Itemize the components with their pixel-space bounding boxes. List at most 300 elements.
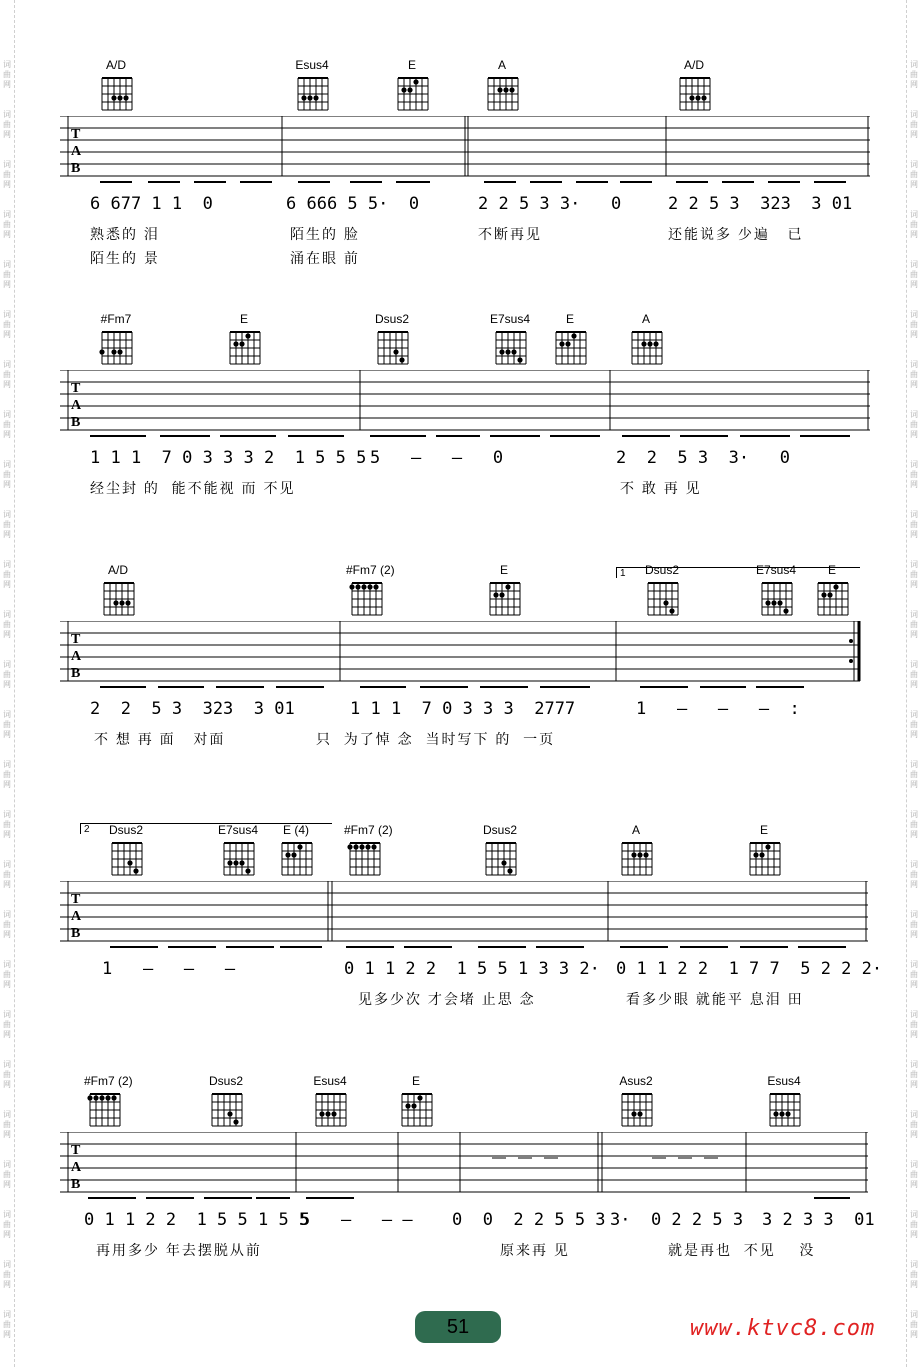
watermark-char: 曲	[3, 370, 11, 379]
chord-name: Dsus2	[374, 312, 409, 326]
watermark-char: 网	[3, 1280, 11, 1289]
watermark-char: 网	[3, 630, 11, 639]
chord-diagram	[764, 1074, 804, 1128]
watermark-char: 曲	[3, 870, 11, 879]
chord-name: E	[239, 312, 248, 326]
watermark-char: 词	[910, 610, 918, 619]
watermark-char: 词	[3, 810, 11, 819]
lyric-line: 就是再也 不见 没	[668, 1242, 816, 1258]
music-system-3	[60, 563, 870, 753]
watermark-char: 曲	[910, 170, 918, 179]
watermark-char: 曲	[910, 870, 918, 879]
watermark-char: 词	[3, 1260, 11, 1269]
watermark-char: 网	[3, 1230, 11, 1239]
watermark-char: 曲	[910, 470, 918, 479]
tab-clef: T A B	[71, 1143, 82, 1192]
chord-grid	[619, 837, 653, 877]
watermark-char: 曲	[910, 420, 918, 429]
chord-grid	[209, 1088, 243, 1128]
chord-name: A/D	[107, 563, 128, 577]
lyric-row	[60, 1240, 870, 1264]
chord-name: Esus4	[767, 1074, 801, 1088]
chord-row	[60, 563, 870, 621]
chord-diagram	[206, 1074, 246, 1128]
chord-row	[60, 58, 870, 116]
watermark-char: 词	[3, 1160, 11, 1169]
chord-name: Esus4	[313, 1074, 347, 1088]
watermark-char: 词	[910, 1260, 918, 1269]
chord-name: #Fm7	[100, 312, 132, 326]
watermark-char: 曲	[3, 570, 11, 579]
watermark-char: 网	[3, 80, 11, 89]
watermark-char: 曲	[910, 1070, 918, 1079]
chord-name: E7sus4	[490, 312, 531, 326]
lyric-line: 还能说多 少遍 已	[668, 226, 804, 242]
watermark-char: 曲	[910, 1220, 918, 1229]
watermark-char: 曲	[3, 1270, 11, 1279]
chord-grid	[279, 837, 313, 877]
chord-diagram	[812, 563, 852, 617]
lyric-row	[60, 478, 870, 502]
chord-diagram	[484, 563, 524, 617]
watermark-char: 曲	[3, 920, 11, 929]
numbered-notation-row	[60, 955, 883, 989]
chord-grid	[619, 1088, 653, 1128]
notation-measure: 5 — — —	[300, 1210, 413, 1230]
watermark-char: 词	[910, 660, 918, 669]
chord-name: Esus4	[295, 58, 329, 72]
chord-grid	[483, 837, 517, 877]
watermark-char: 网	[910, 1030, 918, 1039]
tab-clef: T A B	[71, 381, 82, 430]
chord-grid	[395, 72, 429, 112]
watermark-char: 词	[3, 1060, 11, 1069]
watermark-char: 曲	[3, 620, 11, 629]
chord-diagram	[642, 563, 682, 617]
watermark-char: 曲	[3, 1070, 11, 1079]
watermark-char: 网	[3, 530, 11, 539]
notation-measure: 2 2 5 3 323 3 01	[90, 699, 295, 719]
watermark-char: 词	[910, 560, 918, 569]
chord-diagram	[392, 58, 432, 112]
numbered-notation-row	[60, 444, 870, 478]
watermark-char: 曲	[3, 270, 11, 279]
chord-grid	[221, 837, 255, 877]
chord-name: E	[827, 563, 836, 577]
watermark-char: 曲	[3, 120, 11, 129]
watermark-char: 网	[910, 1130, 918, 1139]
watermark-char: 网	[3, 480, 11, 489]
notation-measure: 0 1 1 2 2 1 5 5 1 3 3 2·	[344, 959, 600, 979]
music-system-4	[60, 823, 883, 1013]
chord-grid	[629, 326, 663, 366]
lyric-line: 涌在眼 前	[290, 250, 360, 266]
watermark-char: 曲	[3, 970, 11, 979]
watermark-char: 曲	[910, 520, 918, 529]
chord-grid	[101, 577, 135, 617]
notation-measure: 3· 0 2 2 5 3	[610, 1210, 744, 1230]
chord-diagram	[490, 312, 530, 366]
watermark-char: 词	[3, 260, 11, 269]
watermark-char: 网	[910, 130, 918, 139]
chord-row	[60, 312, 870, 370]
watermark-char: 网	[3, 1080, 11, 1089]
chord-diagram	[96, 312, 136, 366]
watermark-char: 网	[910, 1230, 918, 1239]
watermark-char: 曲	[910, 270, 918, 279]
watermark-char: 网	[910, 230, 918, 239]
lyric-line: 陌生的 脸	[290, 226, 360, 242]
watermark-char: 网	[3, 130, 11, 139]
chord-name: #Fm7 (2)	[84, 1074, 133, 1088]
lyric-row	[60, 989, 870, 1013]
watermark-char: 词	[910, 410, 918, 419]
watermark-char: 曲	[910, 1120, 918, 1129]
chord-diagram	[224, 312, 264, 366]
chord-name: E	[499, 563, 508, 577]
chord-grid	[399, 1088, 433, 1128]
watermark-char: 网	[910, 780, 918, 789]
chord-diagram	[744, 823, 784, 877]
chord-diagram	[84, 1074, 133, 1128]
chord-diagram	[292, 58, 332, 112]
chord-name: #Fm7 (2)	[344, 823, 393, 837]
watermark-char: 网	[910, 380, 918, 389]
watermark-char: 曲	[3, 1120, 11, 1129]
watermark-char: 词	[910, 910, 918, 919]
watermark-char: 词	[3, 310, 11, 319]
watermark-char: 网	[3, 580, 11, 589]
chord-grid	[553, 326, 587, 366]
chord-grid	[295, 72, 329, 112]
watermark-char: 曲	[3, 420, 11, 429]
watermark-char: 网	[910, 80, 918, 89]
watermark-char: 网	[3, 930, 11, 939]
watermark-char: 词	[3, 510, 11, 519]
notation-measure: 1 1 1 7 0 3 3 3 2777	[350, 699, 576, 719]
chord-name: A/D	[105, 58, 126, 72]
watermark-char: 曲	[910, 970, 918, 979]
watermark-char: 网	[3, 330, 11, 339]
numbered-notation-row	[60, 190, 870, 224]
chord-row	[60, 823, 870, 881]
notation-measure: 1 1 1 7 0 3 3 3 2 1 5 5 5	[90, 448, 367, 468]
notation-measure: 2 2 5 3 3· 0	[478, 194, 622, 214]
watermark-char: 曲	[910, 370, 918, 379]
watermark-char: 曲	[910, 1020, 918, 1029]
notation-measure: 0 1 1 2 2 1 7 7 5 2 2 2·	[616, 959, 883, 979]
watermark-char: 网	[3, 980, 11, 989]
watermark-char: 词	[910, 360, 918, 369]
watermark-char: 词	[3, 660, 11, 669]
chord-grid	[485, 72, 519, 112]
watermark-char: 网	[3, 830, 11, 839]
chord-name: A	[497, 58, 506, 72]
watermark-char: 词	[3, 410, 11, 419]
chord-grid	[487, 577, 521, 617]
notation-measure: 2 2 5 3 3· 0	[616, 448, 790, 468]
chord-diagram	[616, 1074, 656, 1128]
watermark-char: 曲	[3, 670, 11, 679]
watermark-char: 曲	[910, 670, 918, 679]
chord-grid	[109, 837, 143, 877]
chord-name: #Fm7 (2)	[346, 563, 395, 577]
watermark-char: 网	[3, 880, 11, 889]
notation-measure: 6 666 5 5· 0	[286, 194, 420, 214]
watermark-char: 词	[3, 210, 11, 219]
tab-clef: T A B	[71, 127, 82, 176]
watermark-char: 词	[910, 160, 918, 169]
watermark-char: 曲	[910, 820, 918, 829]
watermark-char: 曲	[910, 120, 918, 129]
chord-diagram	[218, 823, 258, 877]
chord-diagram	[396, 1074, 436, 1128]
chord-name: E (4)	[282, 823, 309, 837]
watermark-char: 网	[910, 880, 918, 889]
watermark-char: 网	[910, 280, 918, 289]
watermark-char: 词	[910, 810, 918, 819]
watermark-char: 网	[910, 980, 918, 989]
chord-diagram	[276, 823, 316, 877]
chord-grid	[767, 1088, 801, 1128]
notation-measure: 6 677 1 1 0	[90, 194, 213, 214]
chord-diagram	[674, 58, 714, 112]
lyric-line: 陌生的 景	[90, 250, 160, 266]
watermark-char: 网	[3, 280, 11, 289]
watermark-char: 词	[910, 1160, 918, 1169]
watermark-char: 词	[3, 360, 11, 369]
chord-grid	[747, 837, 781, 877]
watermark-char: 词	[3, 1110, 11, 1119]
chord-name: Dsus2	[644, 563, 679, 577]
notation-measure: 1 — — —	[102, 959, 236, 979]
chord-diagram	[756, 563, 796, 617]
watermark-char: 网	[910, 930, 918, 939]
watermark-char: 网	[3, 680, 11, 689]
watermark-char: 曲	[3, 470, 11, 479]
watermark-char: 曲	[3, 220, 11, 229]
watermark-char: 词	[3, 560, 11, 569]
lyric-line: 熟悉的 泪	[90, 226, 160, 242]
watermark-char: 词	[3, 110, 11, 119]
watermark-char: 曲	[3, 70, 11, 79]
watermark-char: 词	[910, 460, 918, 469]
left-watermark-strip	[0, 0, 15, 1367]
chord-diagram	[346, 563, 395, 617]
watermark-char: 网	[910, 530, 918, 539]
chord-grid	[313, 1088, 347, 1128]
watermark-char: 网	[910, 1330, 918, 1339]
lyric-row	[60, 224, 870, 248]
watermark-char: 词	[3, 610, 11, 619]
watermark-char: 曲	[910, 320, 918, 329]
watermark-char: 网	[910, 1080, 918, 1089]
chord-name: Dsus2	[482, 823, 517, 837]
watermark-char: 网	[910, 830, 918, 839]
chord-row	[60, 1074, 870, 1132]
site-watermark-url: www.ktvc8.com	[690, 1316, 876, 1341]
chord-name: A	[631, 823, 640, 837]
lyric-line: 见多少次 才会堵 止思 念	[358, 991, 536, 1007]
volta-bracket-1: 1	[616, 567, 860, 578]
chord-name: E	[565, 312, 574, 326]
watermark-char: 词	[910, 760, 918, 769]
chord-grid	[645, 577, 679, 617]
watermark-char: 曲	[910, 220, 918, 229]
watermark-char: 曲	[910, 1270, 918, 1279]
watermark-char: 词	[3, 160, 11, 169]
lyric-line: 看多少眼 就能平 息泪 田	[626, 991, 804, 1007]
watermark-char: 词	[910, 960, 918, 969]
chord-grid	[347, 837, 381, 877]
chord-grid	[815, 577, 849, 617]
notation-measure: 2 2 5 3 323 3 01	[668, 194, 853, 214]
watermark-char: 网	[910, 480, 918, 489]
watermark-char: 词	[3, 710, 11, 719]
watermark-char: 词	[910, 1310, 918, 1319]
watermark-char: 词	[3, 1310, 11, 1319]
chord-grid	[99, 326, 133, 366]
chord-name: Dsus2	[208, 1074, 243, 1088]
chord-name: E7sus4	[218, 823, 259, 837]
watermark-char: 曲	[3, 720, 11, 729]
watermark-char: 网	[910, 630, 918, 639]
lyric-line: 再用多少 年去摆脱从前	[96, 1242, 262, 1258]
watermark-char: 词	[910, 1060, 918, 1069]
tab-clef: T A B	[71, 632, 82, 681]
watermark-char: 网	[910, 180, 918, 189]
watermark-char: 曲	[3, 1320, 11, 1329]
watermark-char: 词	[910, 60, 918, 69]
chord-grid	[677, 72, 711, 112]
watermark-char: 词	[3, 960, 11, 969]
chord-grid	[99, 72, 133, 112]
chord-grid	[759, 577, 793, 617]
lyric-row	[60, 248, 870, 272]
chord-grid	[493, 326, 527, 366]
watermark-char: 曲	[910, 1320, 918, 1329]
watermark-char: 曲	[910, 570, 918, 579]
chord-grid	[375, 326, 409, 366]
watermark-char: 词	[3, 1210, 11, 1219]
lyric-line: 经尘封 的 能不能视 而 不见	[90, 480, 296, 496]
watermark-char: 网	[910, 680, 918, 689]
watermark-char: 网	[3, 780, 11, 789]
music-system-1	[60, 58, 870, 272]
watermark-char: 词	[910, 1110, 918, 1119]
notation-measure: 5 — — 0	[370, 448, 504, 468]
watermark-char: 网	[910, 1180, 918, 1189]
watermark-char: 曲	[910, 920, 918, 929]
watermark-char: 网	[910, 330, 918, 339]
watermark-char: 网	[910, 430, 918, 439]
chord-name: Asus2	[619, 1074, 653, 1088]
watermark-char: 词	[3, 910, 11, 919]
numbered-notation-row	[60, 1206, 875, 1240]
chord-diagram	[480, 823, 520, 877]
watermark-char: 词	[3, 60, 11, 69]
watermark-char: 词	[3, 860, 11, 869]
chord-name: Dsus2	[108, 823, 143, 837]
watermark-char: 曲	[3, 1170, 11, 1179]
chord-diagram	[106, 823, 146, 877]
chord-diagram	[310, 1074, 350, 1128]
chord-name: E7sus4	[756, 563, 797, 577]
watermark-char: 曲	[910, 720, 918, 729]
watermark-char: 曲	[3, 1220, 11, 1229]
watermark-char: 词	[3, 760, 11, 769]
watermark-char: 曲	[3, 170, 11, 179]
lyric-line: 原来再 见	[500, 1242, 570, 1258]
chord-name: A/D	[683, 58, 704, 72]
chord-name: A	[641, 312, 650, 326]
watermark-char: 曲	[910, 770, 918, 779]
lyric-row	[60, 729, 870, 753]
chord-diagram	[482, 58, 522, 112]
watermark-char: 曲	[3, 1020, 11, 1029]
watermark-char: 词	[910, 1010, 918, 1019]
chord-diagram	[96, 58, 136, 112]
watermark-char: 词	[910, 210, 918, 219]
watermark-char: 网	[3, 730, 11, 739]
volta-bracket-2: 2	[80, 823, 332, 834]
watermark-char: 网	[3, 1330, 11, 1339]
chord-grid	[227, 326, 261, 366]
lyric-line: 只 为了悼 念 当时写下 的 一页	[316, 731, 556, 747]
watermark-char: 网	[3, 180, 11, 189]
watermark-char: 网	[3, 1180, 11, 1189]
watermark-char: 网	[910, 580, 918, 589]
watermark-char: 词	[910, 860, 918, 869]
chord-name: E	[411, 1074, 420, 1088]
music-system-2	[60, 312, 870, 502]
watermark-char: 词	[3, 460, 11, 469]
watermark-char: 曲	[3, 820, 11, 829]
numbered-notation-row	[60, 695, 870, 729]
chord-diagram	[616, 823, 656, 877]
page-number: 51	[415, 1311, 501, 1343]
watermark-char: 词	[910, 260, 918, 269]
watermark-char: 曲	[3, 520, 11, 529]
chord-diagram	[98, 563, 138, 617]
watermark-char: 曲	[910, 1170, 918, 1179]
watermark-char: 曲	[910, 70, 918, 79]
watermark-char: 词	[910, 310, 918, 319]
watermark-char: 曲	[910, 620, 918, 629]
notation-measure: 1 — — — :	[636, 699, 800, 719]
notation-measure: 0 1 1 2 2 1 5 5 1 5 5	[84, 1210, 310, 1230]
lyric-line: 不 敢 再 见	[620, 480, 702, 496]
watermark-char: 曲	[3, 320, 11, 329]
chord-name: E	[407, 58, 416, 72]
watermark-char: 词	[910, 110, 918, 119]
tab-clef: T A B	[71, 892, 82, 941]
chord-diagram	[344, 823, 393, 877]
watermark-char: 网	[910, 1280, 918, 1289]
watermark-char: 网	[3, 1030, 11, 1039]
chord-diagram	[372, 312, 412, 366]
lyric-line: 不断再见	[478, 226, 542, 242]
watermark-char: 词	[910, 510, 918, 519]
watermark-char: 词	[910, 710, 918, 719]
watermark-char: 网	[3, 1130, 11, 1139]
watermark-char: 网	[3, 380, 11, 389]
watermark-char: 网	[3, 430, 11, 439]
right-watermark-strip	[906, 0, 921, 1367]
chord-diagram	[550, 312, 590, 366]
music-system-5	[60, 1074, 875, 1264]
watermark-char: 网	[3, 230, 11, 239]
